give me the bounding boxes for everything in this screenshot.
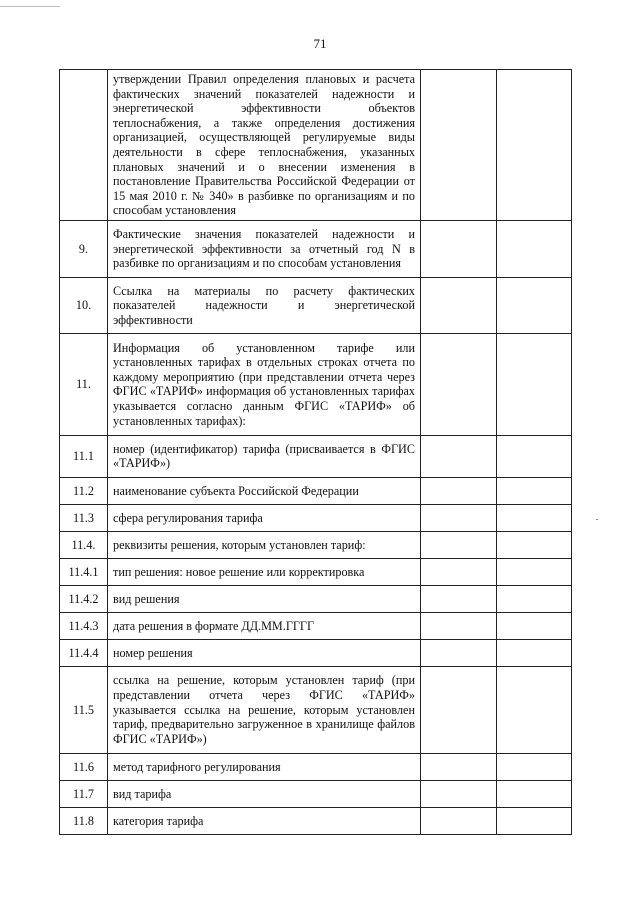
row-empty-cell — [497, 612, 572, 639]
row-number-cell: 11.4. — [60, 531, 108, 558]
table-row — [60, 70, 572, 221]
table-row — [60, 531, 572, 558]
row-empty-cell — [497, 504, 572, 531]
row-number-cell: 11.4.1 — [60, 558, 108, 585]
table-row — [60, 666, 572, 753]
table-row — [60, 807, 572, 834]
row-description-cell: реквизиты решения, которым установлен тариф: — [108, 531, 421, 558]
row-empty-cell — [421, 639, 497, 666]
requirements-table — [59, 69, 572, 835]
row-empty-cell — [421, 666, 497, 753]
row-number-cell: 11.8 — [60, 807, 108, 834]
row-description-cell: Ссылка на материалы по расчету фактических показателей надежности и энергетической эффективности — [108, 277, 421, 333]
row-empty-cell — [497, 477, 572, 504]
table-row — [60, 435, 572, 477]
row-empty-cell — [421, 220, 497, 277]
row-empty-cell — [421, 70, 497, 221]
row-number-cell: 11.6 — [60, 753, 108, 780]
row-description-cell: метод тарифного регулирования — [108, 753, 421, 780]
row-empty-cell — [497, 753, 572, 780]
page-number: 71 — [313, 36, 327, 51]
row-empty-cell — [497, 220, 572, 277]
table-row — [60, 558, 572, 585]
row-empty-cell — [497, 639, 572, 666]
table-row — [60, 277, 572, 333]
table-row — [60, 504, 572, 531]
row-number-cell: 11.4.3 — [60, 612, 108, 639]
row-number-cell — [60, 70, 108, 221]
row-number-cell: 11.7 — [60, 780, 108, 807]
row-description-cell: вид решения — [108, 585, 421, 612]
row-number-cell: 11. — [60, 333, 108, 435]
table-row — [60, 612, 572, 639]
table-row — [60, 477, 572, 504]
row-empty-cell — [497, 666, 572, 753]
row-number-cell: 11.4.4 — [60, 639, 108, 666]
row-description-cell: Фактические значения показателей надежности и энергетической эффективности за отчетный год N в разбивке по организациям и по способам установления — [108, 220, 421, 277]
row-empty-cell — [497, 807, 572, 834]
table-row — [60, 333, 572, 435]
row-empty-cell — [421, 558, 497, 585]
row-empty-cell — [421, 504, 497, 531]
row-number-cell: 11.4.2 — [60, 585, 108, 612]
row-empty-cell — [421, 531, 497, 558]
row-description-cell: номер (идентификатор) тарифа (присваивается в ФГИС «ТАРИФ») — [108, 435, 421, 477]
row-empty-cell — [497, 277, 572, 333]
row-number-cell: 11.5 — [60, 666, 108, 753]
row-description-cell: ссылка на решение, которым установлен тариф (при представлении отчета через ФГИС «ТАРИФ» указывается ссылка на решение, которым установлен тариф, предварительно загруженное в хранилище файлов ФГИС «ТАРИФ») — [108, 666, 421, 753]
row-number-cell: 11.2 — [60, 477, 108, 504]
row-empty-cell — [421, 333, 497, 435]
table-row — [60, 639, 572, 666]
row-description-cell: сфера регулирования тарифа — [108, 504, 421, 531]
table-row — [60, 585, 572, 612]
row-empty-cell — [497, 70, 572, 221]
row-empty-cell — [421, 612, 497, 639]
row-empty-cell — [497, 558, 572, 585]
row-description-cell: категория тарифа — [108, 807, 421, 834]
row-empty-cell — [497, 531, 572, 558]
row-number-cell: 11.1 — [60, 435, 108, 477]
scan-edge-mark — [0, 6, 60, 7]
row-empty-cell — [421, 277, 497, 333]
row-empty-cell — [421, 753, 497, 780]
row-description-cell: Информация об установленном тарифе или установленных тарифах в отдельных строках отчета по каждому мероприятию (при представлении отчета через ФГИС «ТАРИФ» информация об установленных тарифах указывается согласно данным ФГИС «ТАРИФ» об установленных тарифах): — [108, 333, 421, 435]
row-number-cell: 9. — [60, 220, 108, 277]
row-description-cell: тип решения: новое решение или корректировка — [108, 558, 421, 585]
table-row — [60, 753, 572, 780]
row-empty-cell — [497, 435, 572, 477]
row-number-cell: 10. — [60, 277, 108, 333]
row-description-cell: вид тарифа — [108, 780, 421, 807]
row-number-cell: 11.3 — [60, 504, 108, 531]
row-description-cell: номер решения — [108, 639, 421, 666]
row-empty-cell — [497, 585, 572, 612]
row-empty-cell — [421, 435, 497, 477]
table-row — [60, 780, 572, 807]
row-empty-cell — [421, 585, 497, 612]
row-description-cell: утверждении Правил определения плановых и расчета фактических значений показателей надежности и энергетической эффективности объектов теплоснабжения, а также определения достижения организацией, осуществляющей регулируемые виды деятельности в сфере теплоснабжения, указанных плановых значений и о внесении изменения в постановление Правительства Российской Федерации от 15 мая 2010 г. № 340» в разбивке по организациям и по способам установления — [108, 70, 421, 221]
row-empty-cell — [497, 333, 572, 435]
row-empty-cell — [421, 780, 497, 807]
scan-speck — [596, 519, 598, 520]
row-description-cell: наименование субъекта Российской Федерации — [108, 477, 421, 504]
row-description-cell: дата решения в формате ДД.ММ.ГГГГ — [108, 612, 421, 639]
table-row — [60, 220, 572, 277]
row-empty-cell — [421, 477, 497, 504]
row-empty-cell — [421, 807, 497, 834]
row-empty-cell — [497, 780, 572, 807]
